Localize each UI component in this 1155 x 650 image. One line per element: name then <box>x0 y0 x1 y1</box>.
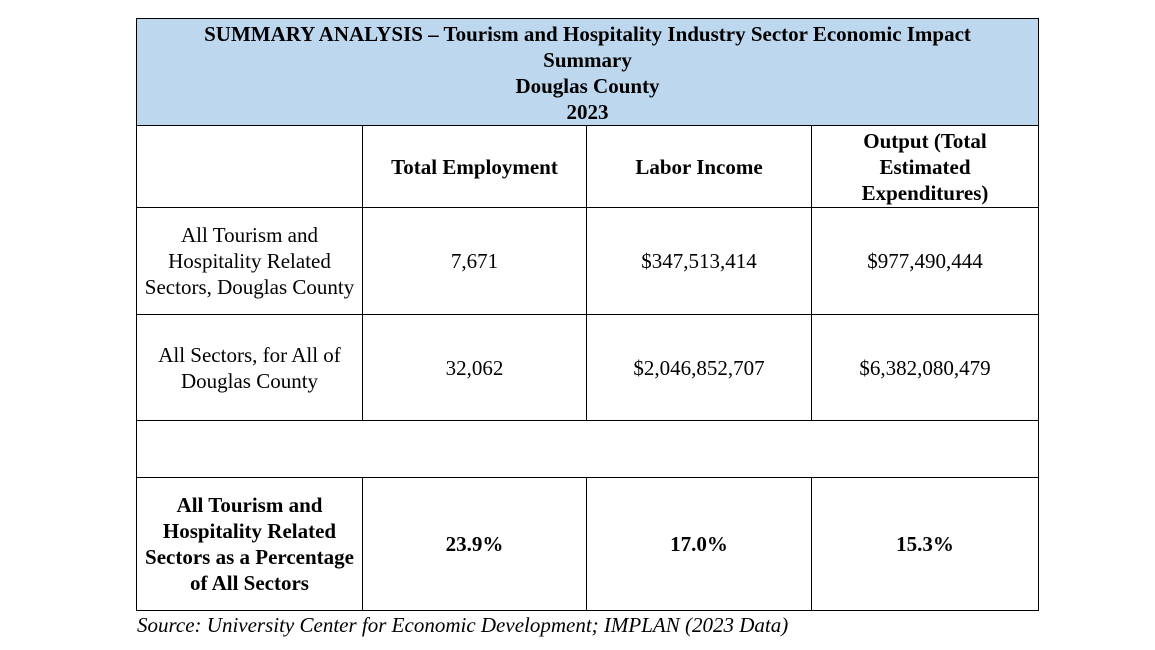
source-note: Source: University Center for Economic Development; IMPLAN (2023 Data) <box>137 613 789 637</box>
cell-percent-labor-income: 17.0% <box>587 478 812 611</box>
cell-percent-output: 15.3% <box>812 478 1039 611</box>
cell-all-employment: 32,062 <box>363 315 587 421</box>
row-label-all-sectors: All Sectors, for All of Douglas County <box>137 315 363 421</box>
title-line-2: Summary <box>543 48 632 72</box>
column-header-total-employment: Total Employment <box>363 126 587 208</box>
economic-impact-summary-table <box>136 18 1039 611</box>
table-row <box>137 315 1039 421</box>
column-header-labor-income: Labor Income <box>587 126 812 208</box>
cell-tourism-labor-income: $347,513,414 <box>587 208 812 315</box>
cell-all-labor-income: $2,046,852,707 <box>587 315 812 421</box>
cell-tourism-output: $977,490,444 <box>812 208 1039 315</box>
cell-all-output: $6,382,080,479 <box>812 315 1039 421</box>
cell-percent-employment: 23.9% <box>363 478 587 611</box>
title-line-1: SUMMARY ANALYSIS – Tourism and Hospitality Industry Sector Economic Impact <box>204 22 971 46</box>
corner-cell <box>137 126 363 208</box>
title-row <box>137 19 1039 126</box>
table-row <box>137 208 1039 315</box>
row-label-percentage: All Tourism and Hospitality Related Sectors as a Percentage of All Sectors <box>137 478 363 611</box>
title-line-3: Douglas County <box>515 74 660 98</box>
spacer-row <box>137 421 1039 478</box>
title-line-4: 2023 <box>566 100 609 124</box>
percentage-row <box>137 478 1039 611</box>
spacer-cell <box>137 421 1039 478</box>
column-header-output: Output (Total Estimated Expenditures) <box>812 126 1039 208</box>
cell-tourism-employment: 7,671 <box>363 208 587 315</box>
header-row <box>137 126 1039 208</box>
row-label-tourism-sectors: All Tourism and Hospitality Related Sectors, Douglas County <box>137 208 363 315</box>
table-title <box>137 19 1039 126</box>
